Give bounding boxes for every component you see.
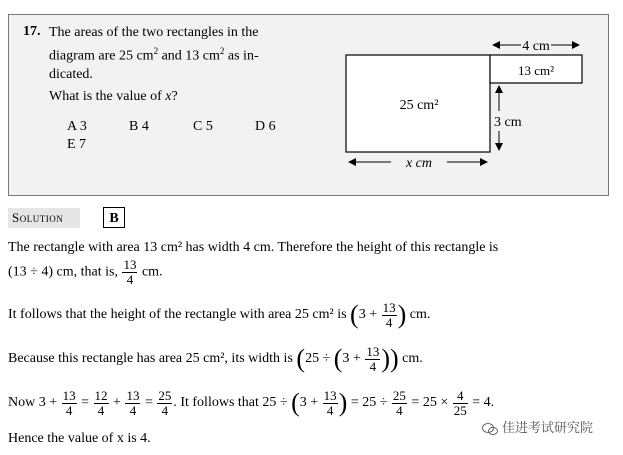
option-e[interactable]: E 7 (67, 137, 87, 152)
watermark: 佳进考试研究院 (482, 417, 593, 436)
solution-label: Solution (8, 208, 80, 228)
question-number: 17. (23, 24, 41, 39)
rectangles-diagram (9, 15, 609, 195)
question-ask: What is the value of x? (49, 89, 178, 104)
option-a[interactable]: A 3 (67, 119, 87, 134)
solution-line-2: (13 ÷ 4) cm, that is, $\frac{13}{4}$ cm. (8, 257, 163, 287)
wechat-icon (482, 422, 498, 436)
option-c[interactable]: C 5 (193, 119, 213, 134)
solution-line-1: The rectangle with area 13 cm² has width 4 cm. Therefore the height of this rectangle is (8, 240, 499, 255)
solution-line-5: Now 3 + $\frac{13}{4}$ = $\frac{12}{4}$ + $\frac{13}{4}$ = $\frac{25}{4}$ . It follows that 25 ÷ (3 + $\frac{13}{4}$ ) = 25 ÷ $\frac{25}{4}$ = 25 × $\frac{4}{25}$ = 4. (8, 387, 495, 418)
bottom-dimension-label: x cm (405, 156, 433, 171)
solution-line-4: Because this rectangle has area 25 cm², its width is (25 ÷ (3 + $\frac{13}{4}$ )) cm. (8, 343, 423, 374)
answer-badge: B (103, 207, 125, 228)
option-d[interactable]: D 6 (255, 119, 276, 134)
side-dimension-label: 3 cm (494, 115, 522, 130)
option-b[interactable]: B 4 (129, 119, 149, 134)
solution-line-3: It follows that the height of the rectangle with area 25 cm² is (3 + $\frac{13}{4}$ ) cm. (8, 299, 431, 330)
solution-line-6: Hence the value of x is 4. (8, 431, 151, 446)
question-text: The areas of the two rectangles in the diagram are 25 $cm^2$ and 13 $cm^2$ as in- dicated. (49, 25, 259, 82)
question-box (8, 14, 609, 196)
top-dimension-label: 4 cm (522, 39, 550, 54)
big-rect-area: 25 cm² (399, 98, 439, 113)
small-rect-area: 13 cm² (517, 63, 555, 78)
